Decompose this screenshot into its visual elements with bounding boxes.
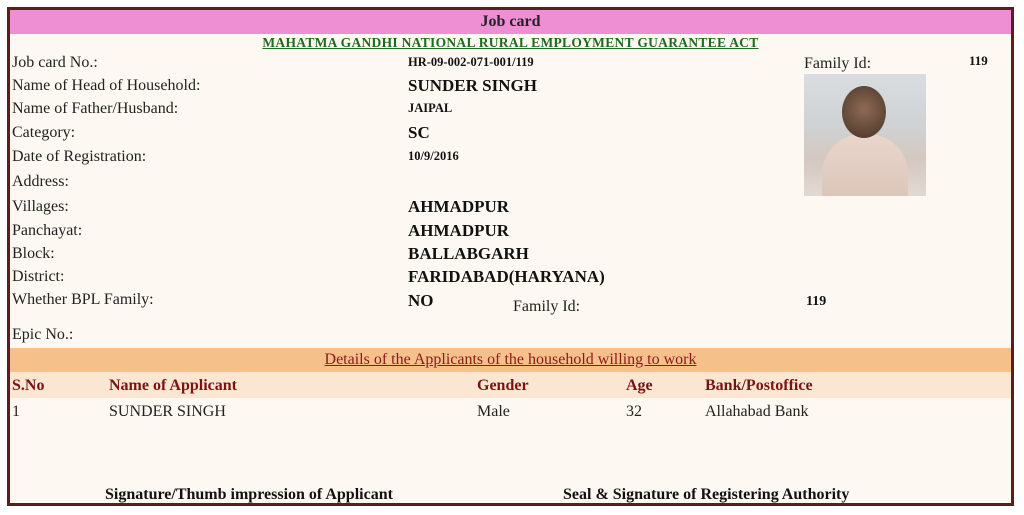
address-label: Address:	[12, 173, 69, 190]
applicant-signature-caption: Signature/Thumb impression of Applicant	[105, 486, 393, 503]
job-card-no-label: Job card No.:	[12, 54, 98, 71]
card-title: Job card	[480, 13, 541, 30]
family-id-label: Family Id:	[513, 298, 581, 315]
registration-date-value: 10/9/2016	[408, 149, 459, 163]
photo-head-shape	[842, 86, 886, 138]
epic-no-label: Epic No.:	[12, 326, 74, 343]
father-husband-value: JAIPAL	[408, 101, 453, 115]
category-value: SC	[408, 123, 430, 142]
panchayat-value: AHMADPUR	[408, 221, 510, 240]
column-header-bank: Bank/Postoffice	[705, 377, 813, 394]
bpl-family-label: Whether BPL Family:	[12, 291, 154, 308]
applicant-photo	[804, 74, 926, 196]
applicant-row-name: SUNDER SINGH	[109, 403, 226, 420]
applicant-row-gender: Male	[477, 403, 510, 420]
block-label: Block:	[12, 245, 55, 262]
villages-value: AHMADPUR	[408, 197, 510, 216]
job-card-no-value: HR-09-002-071-001/119	[408, 55, 534, 69]
block-value: BALLABGARH	[408, 244, 529, 263]
family-id-value: 119	[806, 294, 827, 309]
photo-family-id-value: 119	[969, 53, 988, 68]
job-card	[7, 7, 1014, 506]
applicants-section-title: Details of the Applicants of the household willing to work	[324, 351, 697, 368]
applicant-row-sno: 1	[12, 403, 20, 420]
panchayat-label: Panchayat:	[12, 222, 83, 239]
district-label: District:	[12, 268, 65, 285]
photo-torso-shape	[822, 134, 908, 196]
head-of-household-value: SUNDER SINGH	[408, 76, 537, 95]
column-header-gender: Gender	[477, 377, 529, 394]
authority-signature-caption: Seal & Signature of Registering Authority	[563, 486, 850, 503]
act-heading: MAHATMA GANDHI NATIONAL RURAL EMPLOYMENT GUARANTEE ACT	[262, 35, 759, 50]
registration-date-label: Date of Registration:	[12, 148, 147, 165]
column-header-sno: S.No	[12, 377, 45, 394]
column-header-name: Name of Applicant	[109, 377, 237, 394]
category-label: Category:	[12, 124, 76, 141]
head-of-household-label: Name of Head of Household:	[12, 77, 201, 94]
father-husband-label: Name of Father/Husband:	[12, 100, 179, 117]
applicant-row-age: 32	[626, 403, 642, 420]
bpl-family-value: NO	[408, 291, 434, 310]
photo-family-id-label: Family Id:	[804, 55, 872, 72]
applicant-row-bank: Allahabad Bank	[705, 403, 809, 420]
column-header-age: Age	[626, 377, 653, 394]
district-value: FARIDABAD(HARYANA)	[408, 267, 605, 286]
villages-label: Villages:	[12, 198, 69, 215]
